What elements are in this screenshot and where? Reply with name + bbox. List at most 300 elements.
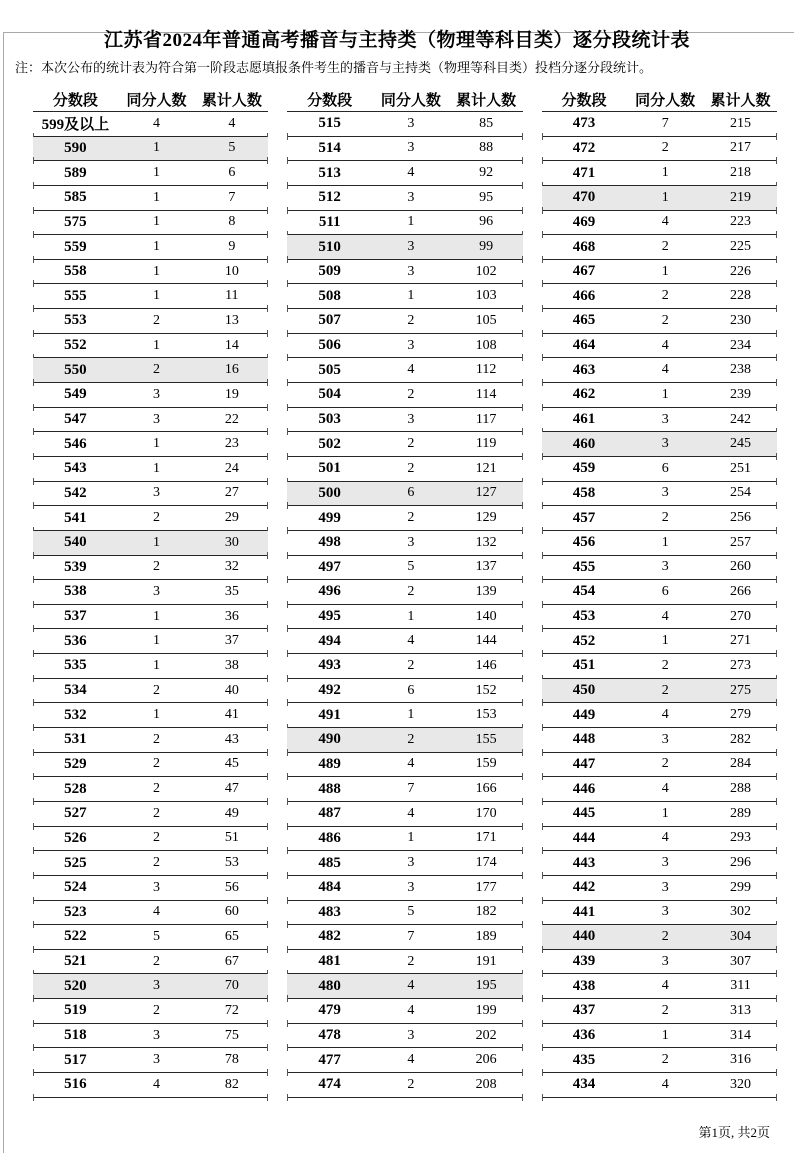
cumulative-cell: 271 — [729, 633, 751, 649]
score-cell: 470 — [572, 189, 596, 206]
score-cell: 472 — [572, 139, 596, 156]
table-row — [33, 1048, 268, 1073]
cumulative-cell: 72 — [224, 1002, 239, 1018]
table-row — [542, 186, 777, 211]
score-cell: 503 — [318, 411, 341, 427]
count-cell: 3 — [407, 263, 415, 279]
count-cell: 2 — [153, 1002, 161, 1018]
score-cell: 514 — [318, 139, 341, 156]
count-cell: 3 — [153, 978, 161, 994]
table-row — [33, 358, 268, 383]
count-cell: 4 — [407, 805, 415, 821]
table-row — [33, 235, 268, 260]
cumulative-cell: 257 — [729, 534, 751, 550]
score-cell: 479 — [318, 1002, 341, 1019]
score-cell: 524 — [64, 879, 87, 896]
table-row — [287, 629, 522, 654]
cumulative-cell: 307 — [729, 953, 751, 969]
cumulative-cell: 155 — [475, 731, 497, 747]
table-row — [33, 605, 268, 630]
cumulative-cell: 215 — [729, 115, 751, 131]
table-row — [287, 1048, 522, 1073]
cumulative-cell: 182 — [475, 904, 497, 920]
score-cell: 535 — [64, 657, 87, 674]
score-cell: 467 — [572, 263, 596, 280]
score-cell: 504 — [318, 386, 341, 403]
cumulative-cell: 65 — [224, 928, 239, 944]
score-cell: 501 — [318, 460, 341, 477]
score-cell: 527 — [64, 805, 87, 822]
cumulative-cell: 78 — [224, 1052, 239, 1068]
count-cell: 3 — [407, 411, 415, 427]
score-cell: 486 — [318, 829, 341, 846]
score-cell: 487 — [318, 805, 341, 822]
score-cell: 455 — [572, 558, 596, 575]
count-cell: 3 — [153, 1027, 161, 1043]
table-row — [33, 629, 268, 654]
cumulative-cell: 299 — [729, 879, 751, 895]
score-cell: 490 — [318, 731, 341, 748]
score-cell: 549 — [64, 386, 87, 403]
count-cell: 4 — [407, 165, 415, 181]
count-cell: 3 — [407, 239, 415, 255]
cumulative-cell: 314 — [729, 1027, 751, 1043]
table-row — [287, 901, 522, 926]
cumulative-cell: 270 — [729, 608, 751, 624]
table-row — [287, 925, 522, 950]
score-cell: 517 — [64, 1051, 87, 1068]
score-cell: 441 — [572, 903, 596, 920]
table-row — [542, 925, 777, 950]
count-cell: 3 — [407, 855, 415, 871]
table-row — [542, 950, 777, 975]
table-row — [287, 777, 522, 802]
score-cell: 450 — [572, 682, 596, 699]
table-row — [542, 777, 777, 802]
table-row — [33, 999, 268, 1024]
cumulative-cell: 41 — [224, 707, 239, 723]
table-row — [542, 999, 777, 1024]
score-table-2 — [287, 88, 522, 1098]
cumulative-cell: 9 — [228, 239, 236, 255]
cumulative-cell: 45 — [224, 756, 239, 772]
table-row — [287, 753, 522, 778]
cumulative-cell: 189 — [475, 928, 497, 944]
count-cell: 7 — [407, 928, 415, 944]
table-row — [33, 827, 268, 852]
cumulative-cell: 217 — [729, 140, 751, 156]
cumulative-cell: 144 — [475, 633, 497, 649]
count-cell: 1 — [153, 214, 161, 230]
count-cell: 6 — [661, 583, 669, 599]
cumulative-cell: 159 — [475, 756, 497, 772]
count-cell: 1 — [153, 534, 161, 550]
cumulative-cell: 99 — [479, 239, 494, 255]
score-cell: 434 — [572, 1076, 596, 1093]
score-cell: 515 — [318, 115, 341, 132]
cumulative-cell: 51 — [224, 830, 239, 846]
score-cell: 542 — [64, 484, 87, 501]
count-cell: 2 — [153, 781, 161, 797]
count-cell: 3 — [661, 485, 669, 501]
column-header: 同分人数 — [126, 93, 187, 109]
count-cell: 4 — [661, 362, 669, 378]
count-cell: 3 — [661, 731, 669, 747]
table-row — [287, 605, 522, 630]
count-cell: 4 — [661, 337, 669, 353]
cumulative-cell: 251 — [729, 460, 751, 476]
table-row — [33, 950, 268, 975]
score-cell: 481 — [318, 953, 341, 970]
cumulative-cell: 37 — [224, 633, 239, 649]
table-row — [542, 334, 777, 359]
cumulative-cell: 284 — [729, 756, 751, 772]
score-cell: 516 — [64, 1076, 87, 1093]
table-row — [542, 531, 777, 556]
cumulative-cell: 129 — [475, 510, 497, 526]
cumulative-cell: 112 — [475, 362, 497, 378]
score-cell: 489 — [318, 755, 341, 772]
score-cell: 461 — [572, 411, 596, 427]
cumulative-cell: 260 — [729, 559, 751, 575]
table-row — [287, 1073, 522, 1098]
score-cell: 466 — [572, 287, 596, 304]
score-cell: 443 — [572, 854, 596, 871]
table-row — [542, 802, 777, 827]
table-row — [33, 851, 268, 876]
count-cell: 3 — [661, 411, 669, 427]
score-cell: 459 — [572, 460, 596, 477]
table-row — [33, 556, 268, 581]
count-cell: 2 — [153, 805, 161, 821]
cumulative-cell: 320 — [729, 1076, 751, 1092]
score-cell: 444 — [572, 829, 596, 846]
count-cell: 1 — [153, 608, 161, 624]
cumulative-cell: 56 — [224, 879, 239, 895]
score-cell: 525 — [64, 854, 87, 871]
score-cell: 469 — [572, 213, 596, 230]
table-row — [542, 679, 777, 704]
score-cell: 493 — [318, 657, 341, 674]
table-row — [542, 556, 777, 581]
cumulative-cell: 140 — [475, 608, 497, 624]
column-header: 累计人数 — [456, 93, 517, 109]
table-row — [33, 309, 268, 334]
table-row — [287, 211, 522, 236]
count-cell: 1 — [153, 288, 161, 304]
score-cell: 495 — [318, 608, 341, 625]
table-row — [33, 703, 268, 728]
table-row — [287, 186, 522, 211]
count-cell: 2 — [153, 855, 161, 871]
table-row — [542, 358, 777, 383]
cumulative-cell: 105 — [475, 312, 497, 328]
count-cell: 4 — [661, 781, 669, 797]
count-cell: 2 — [407, 731, 415, 747]
cumulative-cell: 242 — [729, 411, 751, 427]
table-header — [33, 88, 268, 112]
page-number: 第1页, 共2页 — [698, 1124, 770, 1140]
count-cell: 2 — [153, 312, 161, 328]
cumulative-cell: 60 — [224, 904, 239, 920]
count-cell: 2 — [153, 756, 161, 772]
score-cell: 437 — [572, 1002, 596, 1019]
count-cell: 4 — [407, 633, 415, 649]
count-cell: 2 — [153, 731, 161, 747]
cumulative-cell: 5 — [228, 140, 236, 156]
cumulative-cell: 256 — [729, 510, 751, 526]
cumulative-cell: 85 — [479, 115, 494, 131]
score-cell: 497 — [318, 558, 341, 575]
count-cell: 4 — [661, 978, 669, 994]
count-cell: 1 — [661, 165, 669, 181]
table-row — [287, 703, 522, 728]
table-row — [542, 901, 777, 926]
score-cell: 499 — [318, 509, 341, 526]
score-cell: 543 — [64, 460, 87, 477]
cumulative-cell: 43 — [224, 731, 239, 747]
cumulative-cell: 313 — [729, 1002, 751, 1018]
table-header — [542, 88, 777, 112]
score-cell: 449 — [572, 706, 596, 723]
cumulative-cell: 95 — [479, 189, 494, 205]
cumulative-cell: 19 — [224, 386, 239, 402]
score-cell: 452 — [572, 632, 596, 649]
cumulative-cell: 152 — [475, 682, 497, 698]
cumulative-cell: 4 — [228, 115, 236, 131]
cumulative-cell: 146 — [475, 657, 497, 673]
table-row — [542, 457, 777, 482]
table-row — [33, 137, 268, 162]
score-cell: 477 — [318, 1051, 341, 1068]
count-cell: 1 — [153, 189, 161, 205]
count-cell: 3 — [407, 115, 415, 131]
count-cell: 2 — [661, 140, 669, 156]
cumulative-cell: 7 — [228, 189, 236, 205]
cumulative-cell: 223 — [729, 214, 751, 230]
cumulative-cell: 199 — [475, 1002, 497, 1018]
table-row — [33, 260, 268, 285]
table-header — [287, 88, 522, 112]
table-row — [287, 334, 522, 359]
count-cell: 2 — [661, 1002, 669, 1018]
tables-container — [33, 88, 777, 1098]
score-cell: 485 — [318, 854, 341, 871]
cumulative-cell: 266 — [729, 583, 751, 599]
count-cell: 2 — [407, 510, 415, 526]
score-cell: 529 — [64, 755, 87, 772]
table-row — [33, 211, 268, 236]
table-row — [33, 112, 268, 137]
cumulative-cell: 16 — [224, 362, 239, 378]
table-row — [33, 679, 268, 704]
count-cell: 2 — [661, 682, 669, 698]
cumulative-cell: 226 — [729, 263, 751, 279]
table-row — [33, 432, 268, 457]
count-cell: 2 — [661, 288, 669, 304]
cumulative-cell: 108 — [475, 337, 497, 353]
count-cell: 2 — [153, 682, 161, 698]
table-row — [287, 482, 522, 507]
cumulative-cell: 208 — [475, 1076, 497, 1092]
score-cell: 510 — [318, 238, 341, 255]
score-cell: 439 — [572, 953, 596, 970]
table-row — [33, 580, 268, 605]
cumulative-cell: 75 — [224, 1027, 239, 1043]
score-cell: 553 — [64, 312, 87, 329]
table-row — [542, 112, 777, 137]
count-cell: 2 — [153, 559, 161, 575]
cumulative-cell: 114 — [475, 386, 497, 402]
cumulative-cell: 67 — [224, 953, 239, 969]
table-row — [542, 629, 777, 654]
cumulative-cell: 47 — [224, 781, 239, 797]
note-text: 注：本次公布的统计表为符合第一阶段志愿填报条件考生的播音与主持类（物理等科目类）投档分逐分段统计。 — [15, 60, 653, 75]
table-row — [542, 432, 777, 457]
score-cell: 471 — [572, 164, 596, 181]
count-cell: 1 — [153, 239, 161, 255]
table-row — [287, 1024, 522, 1049]
count-cell: 4 — [661, 214, 669, 230]
count-cell: 4 — [407, 362, 415, 378]
column-header: 分数段 — [561, 93, 607, 109]
table-row — [33, 186, 268, 211]
table-row — [287, 802, 522, 827]
cumulative-cell: 88 — [479, 140, 494, 156]
table-row — [542, 654, 777, 679]
score-cell: 528 — [64, 780, 87, 797]
table-row — [33, 753, 268, 778]
cumulative-cell: 96 — [479, 214, 494, 230]
cumulative-cell: 170 — [475, 805, 497, 821]
table-row — [287, 432, 522, 457]
score-cell: 541 — [64, 509, 87, 526]
score-cell: 462 — [572, 386, 596, 403]
count-cell: 2 — [661, 312, 669, 328]
table-row — [33, 383, 268, 408]
table-row — [542, 876, 777, 901]
score-cell: 438 — [572, 977, 596, 994]
cumulative-cell: 119 — [475, 436, 497, 452]
table-row — [542, 284, 777, 309]
score-cell: 552 — [64, 337, 87, 354]
score-cell: 457 — [572, 509, 596, 526]
count-cell: 4 — [153, 904, 161, 920]
column-header: 累计人数 — [201, 93, 262, 109]
count-cell: 2 — [661, 756, 669, 772]
count-cell: 1 — [407, 608, 415, 624]
count-cell: 2 — [407, 312, 415, 328]
table-row — [542, 580, 777, 605]
count-cell: 1 — [153, 460, 161, 476]
count-cell: 2 — [407, 386, 415, 402]
count-cell: 3 — [661, 559, 669, 575]
count-cell: 4 — [661, 1076, 669, 1092]
table-row — [287, 112, 522, 137]
table-row — [287, 876, 522, 901]
cumulative-cell: 219 — [729, 189, 751, 205]
count-cell: 2 — [407, 657, 415, 673]
score-cell: 500 — [318, 484, 341, 501]
cumulative-cell: 195 — [475, 978, 497, 994]
score-cell: 538 — [64, 583, 87, 600]
count-cell: 7 — [661, 115, 669, 131]
cumulative-cell: 177 — [475, 879, 497, 895]
score-cell: 508 — [318, 287, 341, 304]
count-cell: 1 — [407, 214, 415, 230]
table-row — [287, 457, 522, 482]
count-cell: 4 — [661, 707, 669, 723]
score-table-1 — [33, 88, 268, 1098]
table-row — [33, 457, 268, 482]
table-row — [287, 531, 522, 556]
score-cell: 547 — [64, 411, 87, 427]
count-cell: 1 — [661, 189, 669, 205]
count-cell: 6 — [661, 460, 669, 476]
score-cell: 532 — [64, 706, 87, 723]
cumulative-cell: 153 — [475, 707, 497, 723]
score-cell: 448 — [572, 731, 596, 748]
table-row — [33, 284, 268, 309]
cumulative-cell: 27 — [224, 485, 239, 501]
score-cell: 589 — [64, 164, 87, 181]
count-cell: 2 — [661, 510, 669, 526]
score-cell: 458 — [572, 484, 596, 501]
table-row — [542, 260, 777, 285]
count-cell: 3 — [661, 436, 669, 452]
count-cell: 3 — [661, 953, 669, 969]
table-row — [33, 728, 268, 753]
table-row — [287, 235, 522, 260]
table-row — [542, 408, 777, 433]
score-cell: 518 — [64, 1027, 87, 1044]
score-cell: 442 — [572, 879, 596, 896]
cumulative-cell: 166 — [475, 781, 497, 797]
cumulative-cell: 127 — [475, 485, 497, 501]
score-cell: 505 — [318, 361, 341, 378]
count-cell: 4 — [153, 115, 161, 131]
count-cell: 6 — [407, 485, 415, 501]
table-row — [287, 950, 522, 975]
count-cell: 2 — [661, 928, 669, 944]
table-row — [542, 605, 777, 630]
count-cell: 2 — [407, 1076, 415, 1092]
score-cell: 550 — [64, 361, 87, 378]
count-cell: 3 — [407, 1027, 415, 1043]
cumulative-cell: 254 — [729, 485, 751, 501]
table-row — [287, 999, 522, 1024]
cumulative-cell: 32 — [224, 559, 239, 575]
cumulative-cell: 282 — [729, 731, 751, 747]
table-row — [542, 1024, 777, 1049]
count-cell: 3 — [153, 879, 161, 895]
table-row — [542, 211, 777, 236]
count-cell: 1 — [153, 707, 161, 723]
count-cell: 1 — [407, 707, 415, 723]
cumulative-cell: 273 — [729, 657, 751, 673]
count-cell: 3 — [661, 904, 669, 920]
table-row — [33, 925, 268, 950]
count-cell: 1 — [407, 830, 415, 846]
score-cell: 536 — [64, 632, 87, 649]
cumulative-cell: 121 — [475, 460, 497, 476]
cumulative-cell: 302 — [729, 904, 751, 920]
table-row — [542, 1048, 777, 1073]
score-cell: 506 — [318, 337, 341, 354]
cumulative-cell: 92 — [479, 165, 494, 181]
cumulative-cell: 137 — [475, 559, 497, 575]
cumulative-cell: 293 — [729, 830, 751, 846]
